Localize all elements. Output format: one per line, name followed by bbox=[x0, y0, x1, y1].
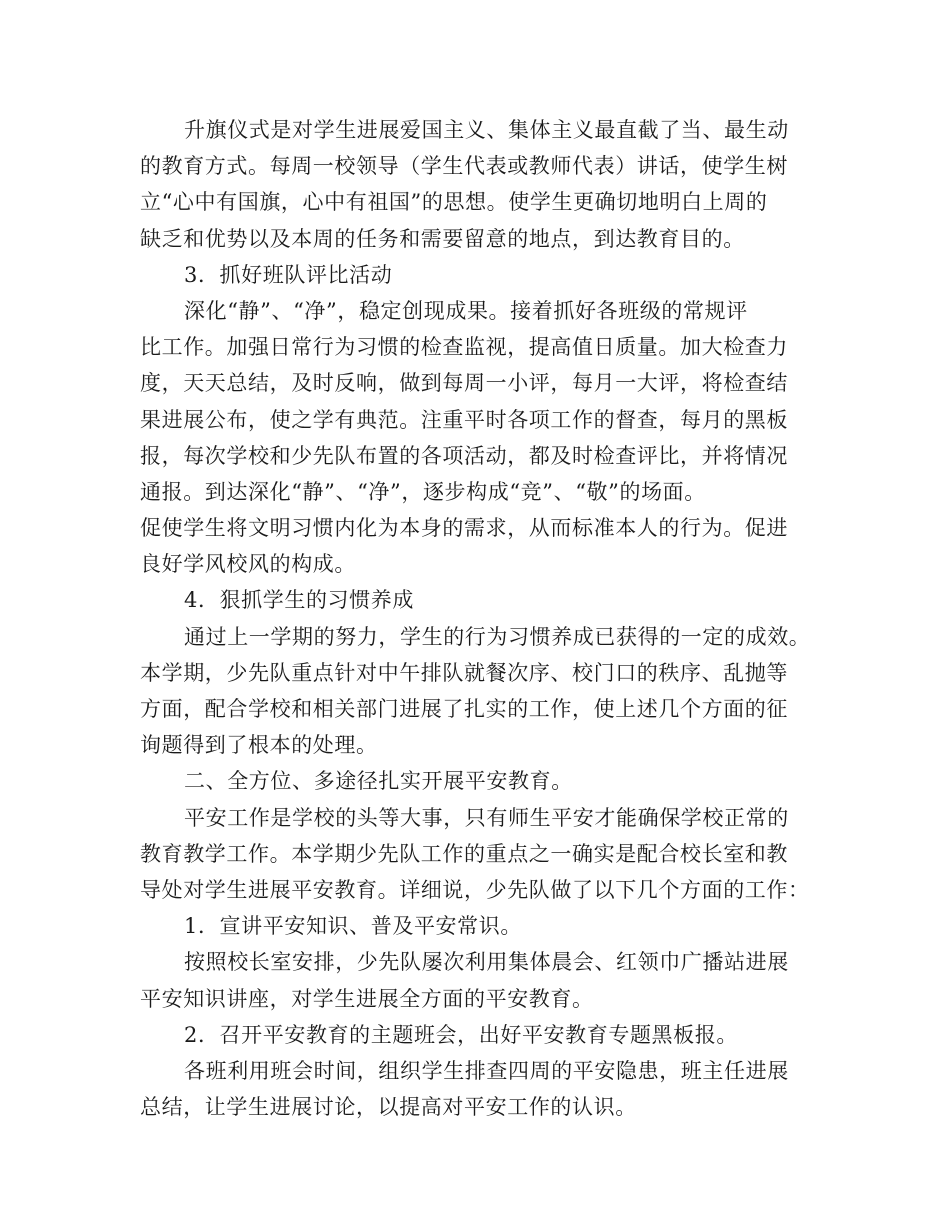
text-line: 导处对学生进展平安教育。详细说，少先队做了以下几个方面的工作： bbox=[140, 877, 810, 902]
section-heading: 2．召开平安教育的主题班会，出好平安教育专题黑板报。 bbox=[184, 1022, 738, 1047]
text-line: 促使学生将文明习惯内化为本身的需求，从而标准本人的行为。促进 bbox=[140, 516, 788, 541]
text-line: 果进展公布，使之学有典范。注重平时各项工作的督查，每月的黑板 bbox=[140, 407, 788, 432]
section-heading: 4．狠抓学生的习惯养成 bbox=[184, 588, 414, 613]
text-line: 平安工作是学校的头等大事，只有师生平安才能确保学校正常的 bbox=[184, 805, 789, 830]
text-line: 通报。到达深化“静”、“净”，逐步构成“竞”、“敬”的场面。 bbox=[140, 479, 706, 504]
text-line: 缺乏和优势以及本周的任务和需要留意的地点，到达教育目的。 bbox=[140, 226, 745, 251]
text-line: 总结，让学生进展讨论，以提高对平安工作的认识。 bbox=[140, 1095, 637, 1120]
text-line: 良好学风校风的构成。 bbox=[140, 552, 356, 577]
text-line: 按照校长室安排，少先队屡次利用集体晨会、红领巾广播站进展 bbox=[184, 950, 789, 975]
text-line: 平安知识讲座，对学生进展全方面的平安教育。 bbox=[140, 986, 594, 1011]
section-heading: 1．宣讲平安知识、普及平安常识。 bbox=[184, 914, 522, 939]
section-heading: 3．抓好班队评比活动 bbox=[184, 262, 393, 287]
text-line: 深化“静”、“净”，稳定创现成果。接着抓好各班级的常规评 bbox=[184, 298, 748, 323]
text-line: 立“心中有国旗，心中有祖国”的思想。使学生更确切地明白上周的 bbox=[140, 190, 768, 215]
text-line: 比工作。加强日常行为习惯的检查监视，提高值日质量。加大检查力 bbox=[140, 335, 788, 360]
text-line: 方面，配合学校和相关部门进展了扎实的工作，使上述几个方面的征 bbox=[140, 697, 788, 721]
text-line: 各班利用班会时间，组织学生排查四周的平安隐患，班主任进展 bbox=[184, 1058, 789, 1083]
text-line: 询题得到了根本的处理。 bbox=[140, 733, 378, 758]
text-line: 度，天天总结，及时反响，做到每周一小评，每月一大评，将检查结 bbox=[140, 371, 788, 396]
text-line: 本学期，少先队重点针对中午排队就餐次序、校门口的秩序、乱抛等 bbox=[140, 660, 788, 685]
text-line: 教育教学工作。本学期少先队工作的重点之一确实是配合校长室和教 bbox=[140, 841, 788, 866]
document-page bbox=[140, 112, 830, 1125]
document-body bbox=[140, 112, 830, 1125]
text-line: 报，每次学校和少先队布置的各项活动，都及时检查评比，并将情况 bbox=[140, 443, 788, 468]
text-line: 通过上一学期的努力，学生的行为习惯养成已获得的一定的成效。 bbox=[184, 624, 811, 649]
text-line: 升旗仪式是对学生进展爱国主义、集体主义最直截了当、最生动 bbox=[184, 118, 789, 142]
text-line: 的教育方式。每周一校领导（学生代表或教师代表）讲话，使学生树 bbox=[140, 154, 788, 179]
section-heading: 二、全方位、多途径扎实开展平安教育。 bbox=[184, 769, 573, 794]
